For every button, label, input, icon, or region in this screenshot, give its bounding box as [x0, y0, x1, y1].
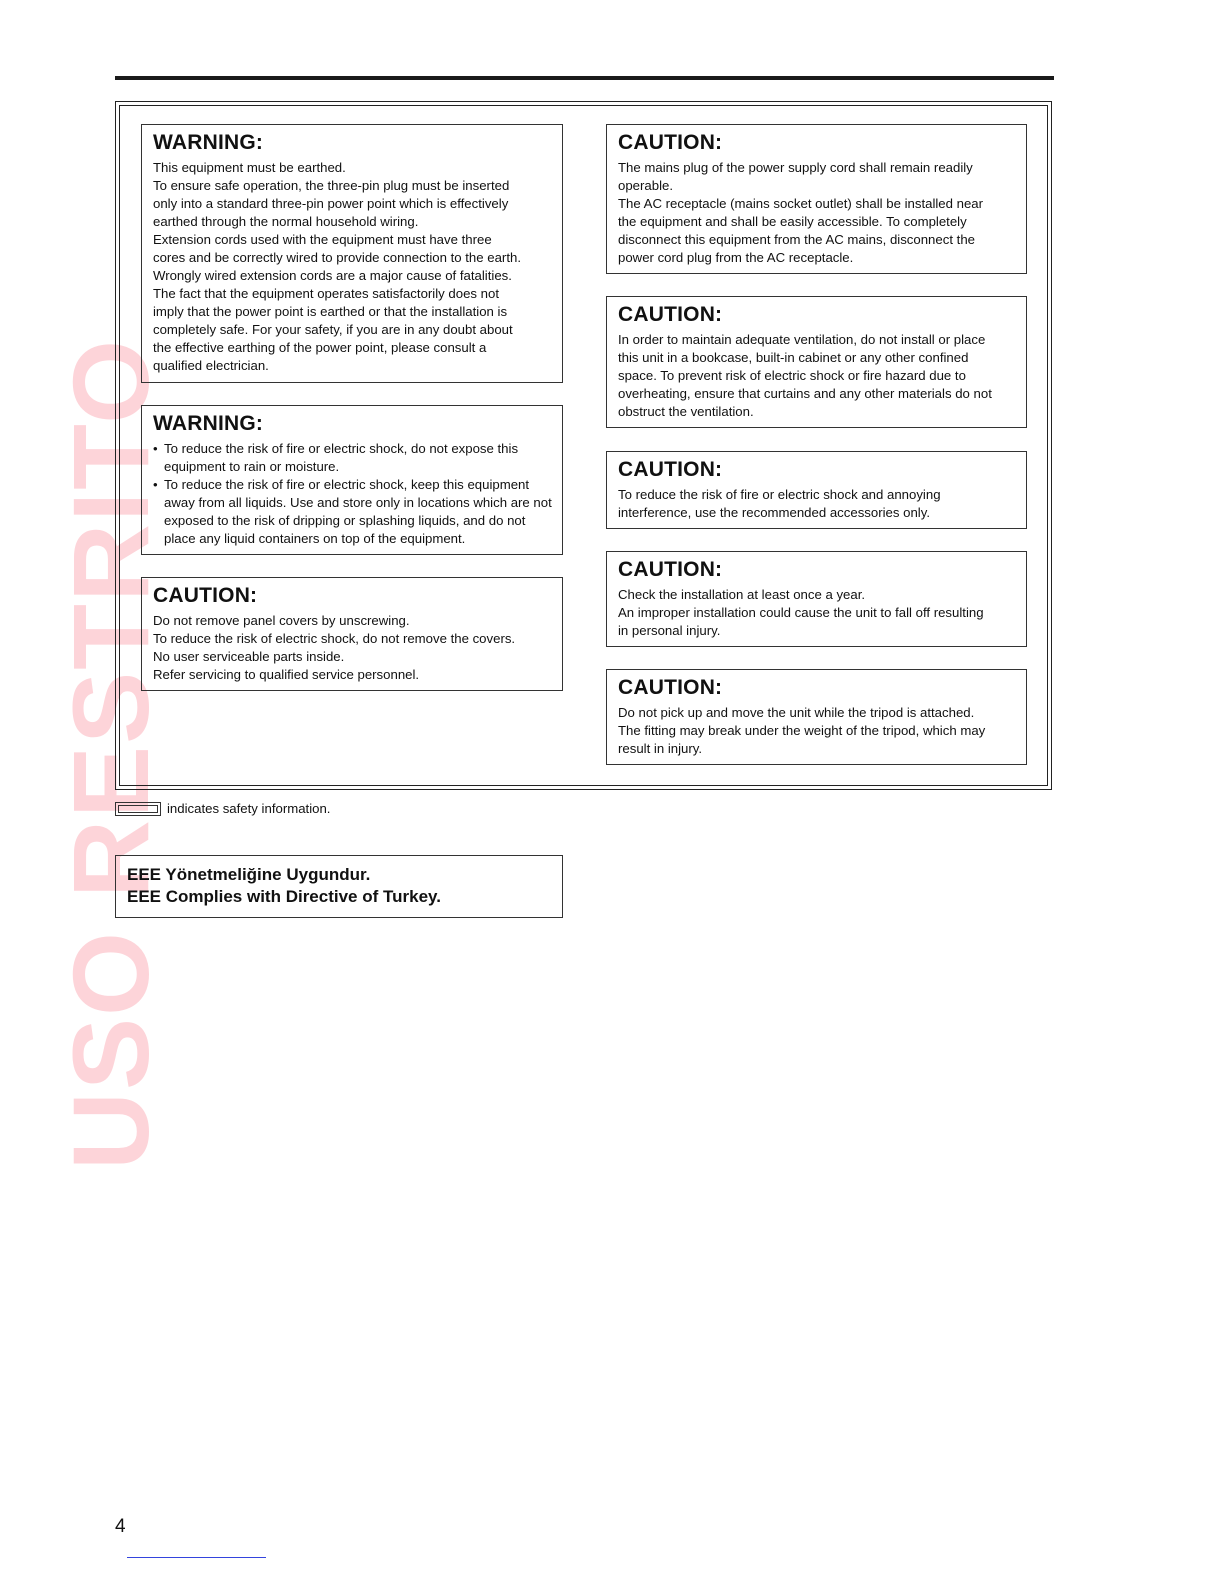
turkey-compliance-line: EEE Yönetmeliğine Uygundur.: [127, 865, 371, 884]
notice-line: To reduce the risk of fire or electric shock and annoying: [618, 487, 941, 502]
notice-line: earthed through the normal household wiring.: [153, 214, 419, 229]
notice-line: To ensure safe operation, the three-pin plug must be inserted: [153, 178, 510, 193]
notice-line: interference, use the recommended accessories only.: [618, 505, 931, 520]
notice-line: this unit in a bookcase, built-in cabinet or any other confined: [618, 350, 969, 365]
safety-frame-icon: [115, 802, 161, 816]
caution-heading: CAUTION:: [153, 584, 258, 607]
notice-line: space. To prevent risk of electric shock or fire hazard due to: [618, 368, 966, 383]
notice-line: completely safe. For your safety, if you are in any doubt about: [153, 322, 513, 337]
safety-legend-text: indicates safety information.: [167, 801, 331, 816]
notice-line: the equipment and shall be easily accessible. To completely: [618, 214, 967, 229]
page-number: 4: [115, 1516, 126, 1537]
notice-line: The fitting may break under the weight of the tripod, which may: [618, 723, 986, 738]
watermark-text: USO RESTRITO: [50, 337, 171, 1170]
notice-line: disconnect this equipment from the AC mains, disconnect the: [618, 232, 975, 247]
notice-line: power cord plug from the AC receptacle.: [618, 250, 854, 265]
notice-line: Do not remove panel covers by unscrewing.: [153, 613, 410, 628]
bullet-item: • To reduce the risk of fire or electric shock, do not expose this equipment to rain or moisture.: [153, 440, 552, 476]
notice-line: An improper installation could cause the unit to fall off resulting: [618, 605, 984, 620]
notice-line: Do not pick up and move the unit while the tripod is attached.: [618, 705, 975, 720]
notice-line: result in injury.: [618, 741, 703, 756]
notice-line: obstruct the ventilation.: [618, 404, 754, 419]
notice-line: In order to maintain adequate ventilation, do not install or place: [618, 332, 986, 347]
notice-line: qualified electrician.: [153, 358, 269, 373]
notice-line: in personal injury.: [618, 623, 721, 638]
warning-liquids-box: [141, 405, 563, 555]
caution-accessories-box: [606, 451, 1027, 529]
warning-earthed-box: [141, 124, 563, 383]
caution-heading: CAUTION:: [618, 303, 723, 326]
notice-line: No user serviceable parts inside.: [153, 649, 345, 664]
notice-line: Check the installation at least once a year.: [618, 587, 866, 602]
warning-bullet-list: [153, 440, 552, 548]
notice-line: The fact that the equipment operates satisfactorily does not: [153, 286, 500, 301]
notice-line: Wrongly wired extension cords are a major cause of fatalities.: [153, 268, 512, 283]
notice-line: cores and be correctly wired to provide connection to the earth.: [153, 250, 521, 265]
notice-line: This equipment must be earthed.: [153, 160, 346, 175]
notice-line: To reduce the risk of electric shock, do not remove the covers.: [153, 631, 516, 646]
notice-line: The mains plug of the power supply cord shall remain readily: [618, 160, 973, 175]
notice-line: imply that the power point is earthed or that the installation is: [153, 304, 508, 319]
turkey-compliance-box: [115, 855, 563, 918]
notice-line: the effective earthing of the power point, please consult a: [153, 340, 487, 355]
bullet-item: • To reduce the risk of fire or electric shock, keep this equipment away from all liquids. Use and store only in locations which are not exposed to the risk of dripping or splashing liquids, and do not place any liquid containers on top of the equipment.: [153, 476, 552, 548]
notice-line: Refer servicing to qualified service personnel.: [153, 667, 420, 682]
caution-heading: CAUTION:: [618, 676, 723, 699]
footer-link-underline[interactable]: [127, 1557, 266, 1558]
caution-installation-box: [606, 551, 1027, 647]
top-rule: [115, 76, 1054, 80]
caution-ventilation-box: [606, 296, 1027, 428]
caution-mains-plug-box: [606, 124, 1027, 274]
caution-heading: CAUTION:: [618, 458, 723, 481]
caution-heading: CAUTION:: [618, 558, 723, 581]
notice-line: operable.: [618, 178, 673, 193]
turkey-compliance-line: EEE Complies with Directive of Turkey.: [127, 887, 441, 906]
notice-line: Extension cords used with the equipment must have three: [153, 232, 492, 247]
notice-line: only into a standard three-pin power point which is effectively: [153, 196, 509, 211]
warning-heading: WARNING:: [153, 131, 264, 154]
caution-tripod-box: [606, 669, 1027, 765]
safety-legend: [115, 801, 330, 816]
caution-heading: CAUTION:: [618, 131, 723, 154]
notice-line: The AC receptacle (mains socket outlet) shall be installed near: [618, 196, 984, 211]
caution-covers-box: [141, 577, 563, 691]
notice-line: overheating, ensure that curtains and any other materials do not: [618, 386, 992, 401]
warning-heading: WARNING:: [153, 412, 264, 435]
